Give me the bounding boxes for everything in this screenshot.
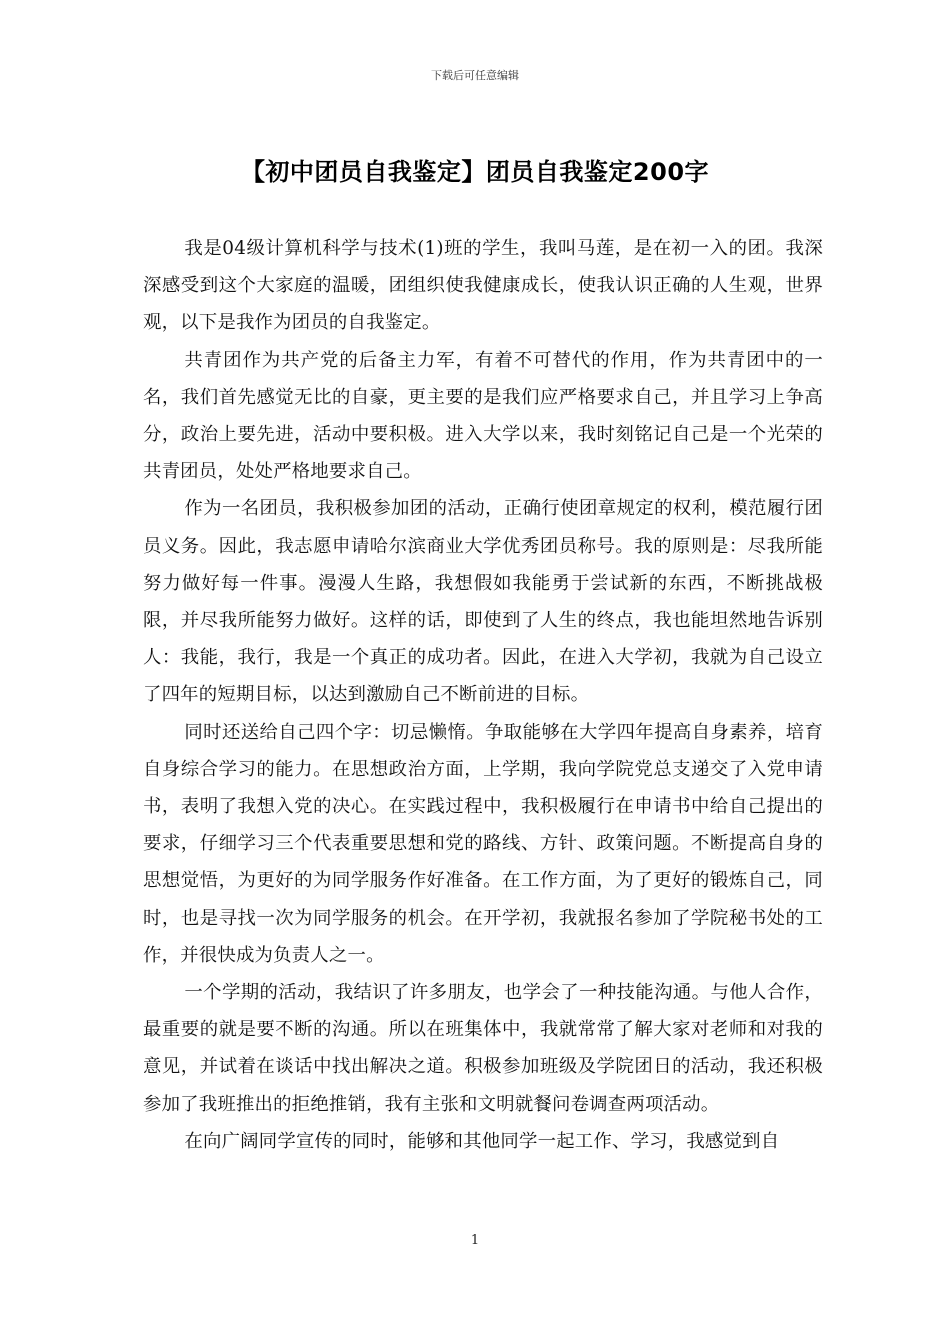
paragraph: 在向广阔同学宣传的同时，能够和其他同学一起工作、学习，我感觉到自 [184,1130,780,1152]
document-title: 【初中团员自我鉴定】团员自我鉴定200字 [240,158,710,186]
paragraph: 共青团作为共产党的后备主力军，有着不可替代的作用，作为共青团中的一名，我们首先感觉无比的自豪，更主要的是我们应严格要求自己，并且学习上争高分，政治上要先进，活动中要积极。进入大学以来，我时刻铭记自己是一个光荣的共青团员，处处严格地要求自己。 [143,349,823,483]
paragraph: 作为一名团员，我积极参加团的活动，正确行使团章规定的权利，模范履行团员义务。因此，我志愿申请哈尔滨商业大学优秀团员称号。我的原则是：尽我所能努力做好每一件事。漫漫人生路，我想假如我能勇于尝试新的东西，不断挑战极限，并尽我所能努力做好。这样的话，即使到了人生的终点，我也能坦然地告诉别人：我能，我行，我是一个真正的成功者。因此，在进入大学初，我就为自己设立了四年的短期目标，以达到激励自己不断前进的目标。 [143,498,823,706]
page-number: 1 [470,1233,480,1248]
header-note: 下载后可任意编辑 [431,69,519,82]
paragraph: 我是04级计算机科学与技术(1)班的学生，我叫马莲，是在初一入的团。我深深感受到这个大家庭的温暖，团组织使我健康成长，使我认识正确的人生观，世界观，以下是我作为团员的自我鉴定。 [143,238,823,334]
document-body [143,230,823,1160]
paragraph: 一个学期的活动，我结识了许多朋友，也学会了一种技能沟通。与他人合作，最重要的就是要不断的沟通。所以在班集体中，我就常常了解大家对老师和对我的意见，并试着在谈话中找出解决之道。积极参加班级及学院团日的活动，我还积极参加了我班推出的拒绝推销，我有主张和文明就餐问卷调查两项活动。 [143,982,823,1115]
paragraph: 同时还送给自己四个字：切忌懒惰。争取能够在大学四年提高自身素养，培育自身综合学习的能力。在思想政治方面，上学期，我向学院党总支递交了入党申请书，表明了我想入党的决心。在实践过程中，我积极履行在申请书中给自己提出的要求，仔细学习三个代表重要思想和党的路线、方针、政策问题。不断提高自身的思想觉悟，为更好的为同学服务作好准备。在工作方面，为了更好的锻炼自己，同时，也是寻找一次为同学服务的机会。在开学初，我就报名参加了学院秘书处的工作，并很快成为负责人之一。 [143,721,823,966]
